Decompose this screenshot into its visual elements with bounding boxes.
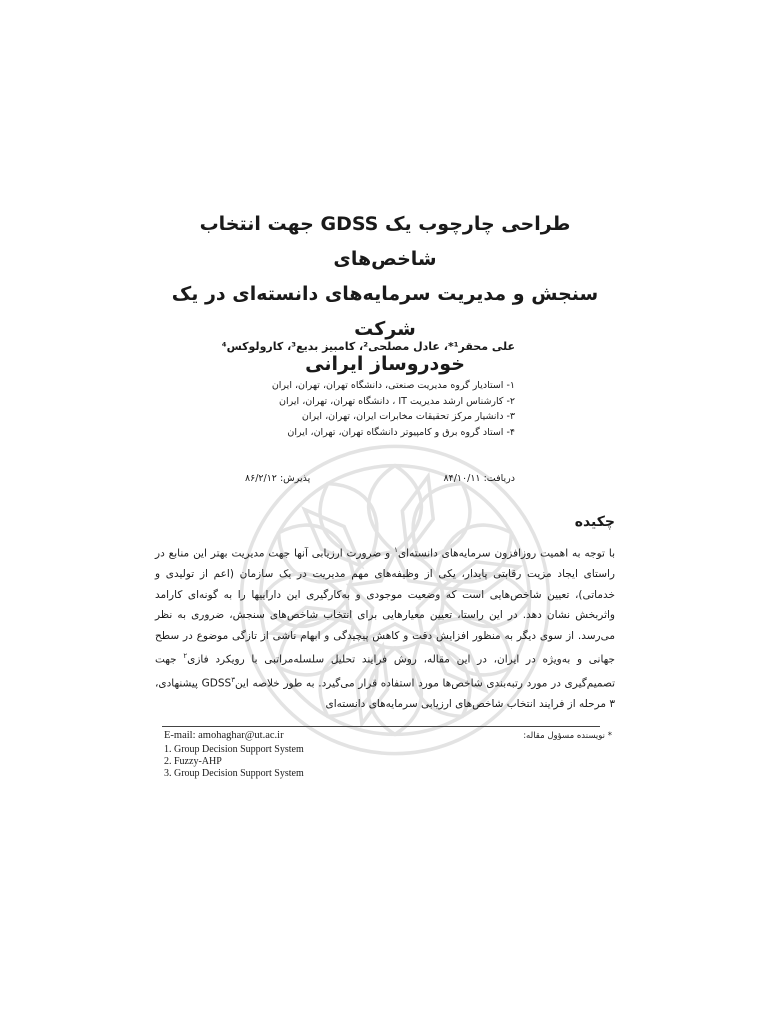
affiliation-item: ۳- دانشیار مرکز تحقیقات مخابرات ایران، تهران، ایران	[301, 411, 515, 422]
affiliation-list	[272, 378, 515, 440]
abstract-part-2: و ضرورت ارزیابی آنها جهت مدیریت بهتر این منابع در راستای ایجاد مزیت رقابتی پایدار، یکی از وظیفه‌های مهم مدیریت در یک سازمان (اعم از تولیدی و خدماتی)، تعیین شاخص‌هایی است که وضعیت موجودی و به‌کارگیری این داراییها را به گونه‌ای کارامد واثربخش نشان دهد. در این راستا، تعیین معیارهایی برای انتخاب شاخص‌های سنجش، ضروری به نظر می‌رسد. از سوی دیگر به منظور افزایش دقت و کاهش پیچیدگی و ابهام ناشی از تازگی موضوع در سطح جهانی و به‌ویژه در ایران، در این مقاله، روش فرایند تحلیل سلسله‌مراتبی با رویکرد فازی	[155, 547, 616, 666]
abstract-text	[155, 540, 615, 715]
footnote-divider	[162, 726, 600, 727]
footnote-item: 3. Group Decision Support System	[164, 768, 304, 779]
title-line-3: خودروساز ایرانی	[305, 353, 465, 375]
affiliation-item: ۴- استاد گروه برق و کامپیوتر دانشگاه تهران، تهران، ایران	[287, 426, 515, 438]
abstract-part-4: پیشنهادی، ۳ مرحله از فرایند انتخاب شاخص‌های ارزیابی سرمایه‌های دانسته‌ای	[155, 677, 615, 710]
footnote-item: 2. Fuzzy-AHP	[164, 756, 222, 767]
footnote-item: 1. Group Decision Support System	[164, 744, 304, 755]
corresponding-email: E-mail: amohaghar@ut.ac.ir	[164, 730, 284, 741]
abstract-part-3: جهت تصمیم‌گیری در مورد رتبه‌بندی شاخص‌ها مورد استفاده قرار می‌گیرد. به طور خلاصه این	[155, 653, 615, 690]
received-date: دریافت: ۸۴/۱۰/۱۱	[443, 473, 515, 484]
footnote-marker-2: ۲	[183, 652, 188, 660]
affiliation-item: ۱- استادیار گروه مدیریت صنعتی، دانشگاه تهران، تهران، ایران	[271, 380, 515, 391]
footnote-list	[164, 744, 304, 780]
accepted-date: پذیرش: ۸۶/۲/۱۲	[245, 473, 311, 484]
paper-title	[150, 207, 620, 382]
affiliation-item: ۲- کارشناس ارشد مدیریت IT ، دانشگاه تهران، تهران، ایران	[279, 395, 515, 407]
footnote-marker-3: ۳	[231, 676, 235, 684]
corresponding-author-note: * نویسنده مسؤول مقاله:	[523, 731, 612, 741]
author-list: علی محقر¹*، عادل مصلحی²، کامبیز بدیع³، کارولوکس⁴	[221, 340, 515, 353]
abstract-heading: چکیده	[574, 514, 615, 530]
footnote-marker-1: ۱	[394, 546, 398, 554]
abstract-part-1: با توجه به اهمیت روزافزون سرمایه‌های دانسته‌ای	[397, 547, 615, 560]
title-line-1: طراحی چارچوب یک GDSS جهت انتخاب شاخص‌های	[199, 213, 571, 270]
gdss-term: GDSS	[201, 677, 232, 690]
title-line-2: سنجش و مدیریت سرمایه‌های دانسته‌ای در یک شرکت	[171, 283, 599, 340]
